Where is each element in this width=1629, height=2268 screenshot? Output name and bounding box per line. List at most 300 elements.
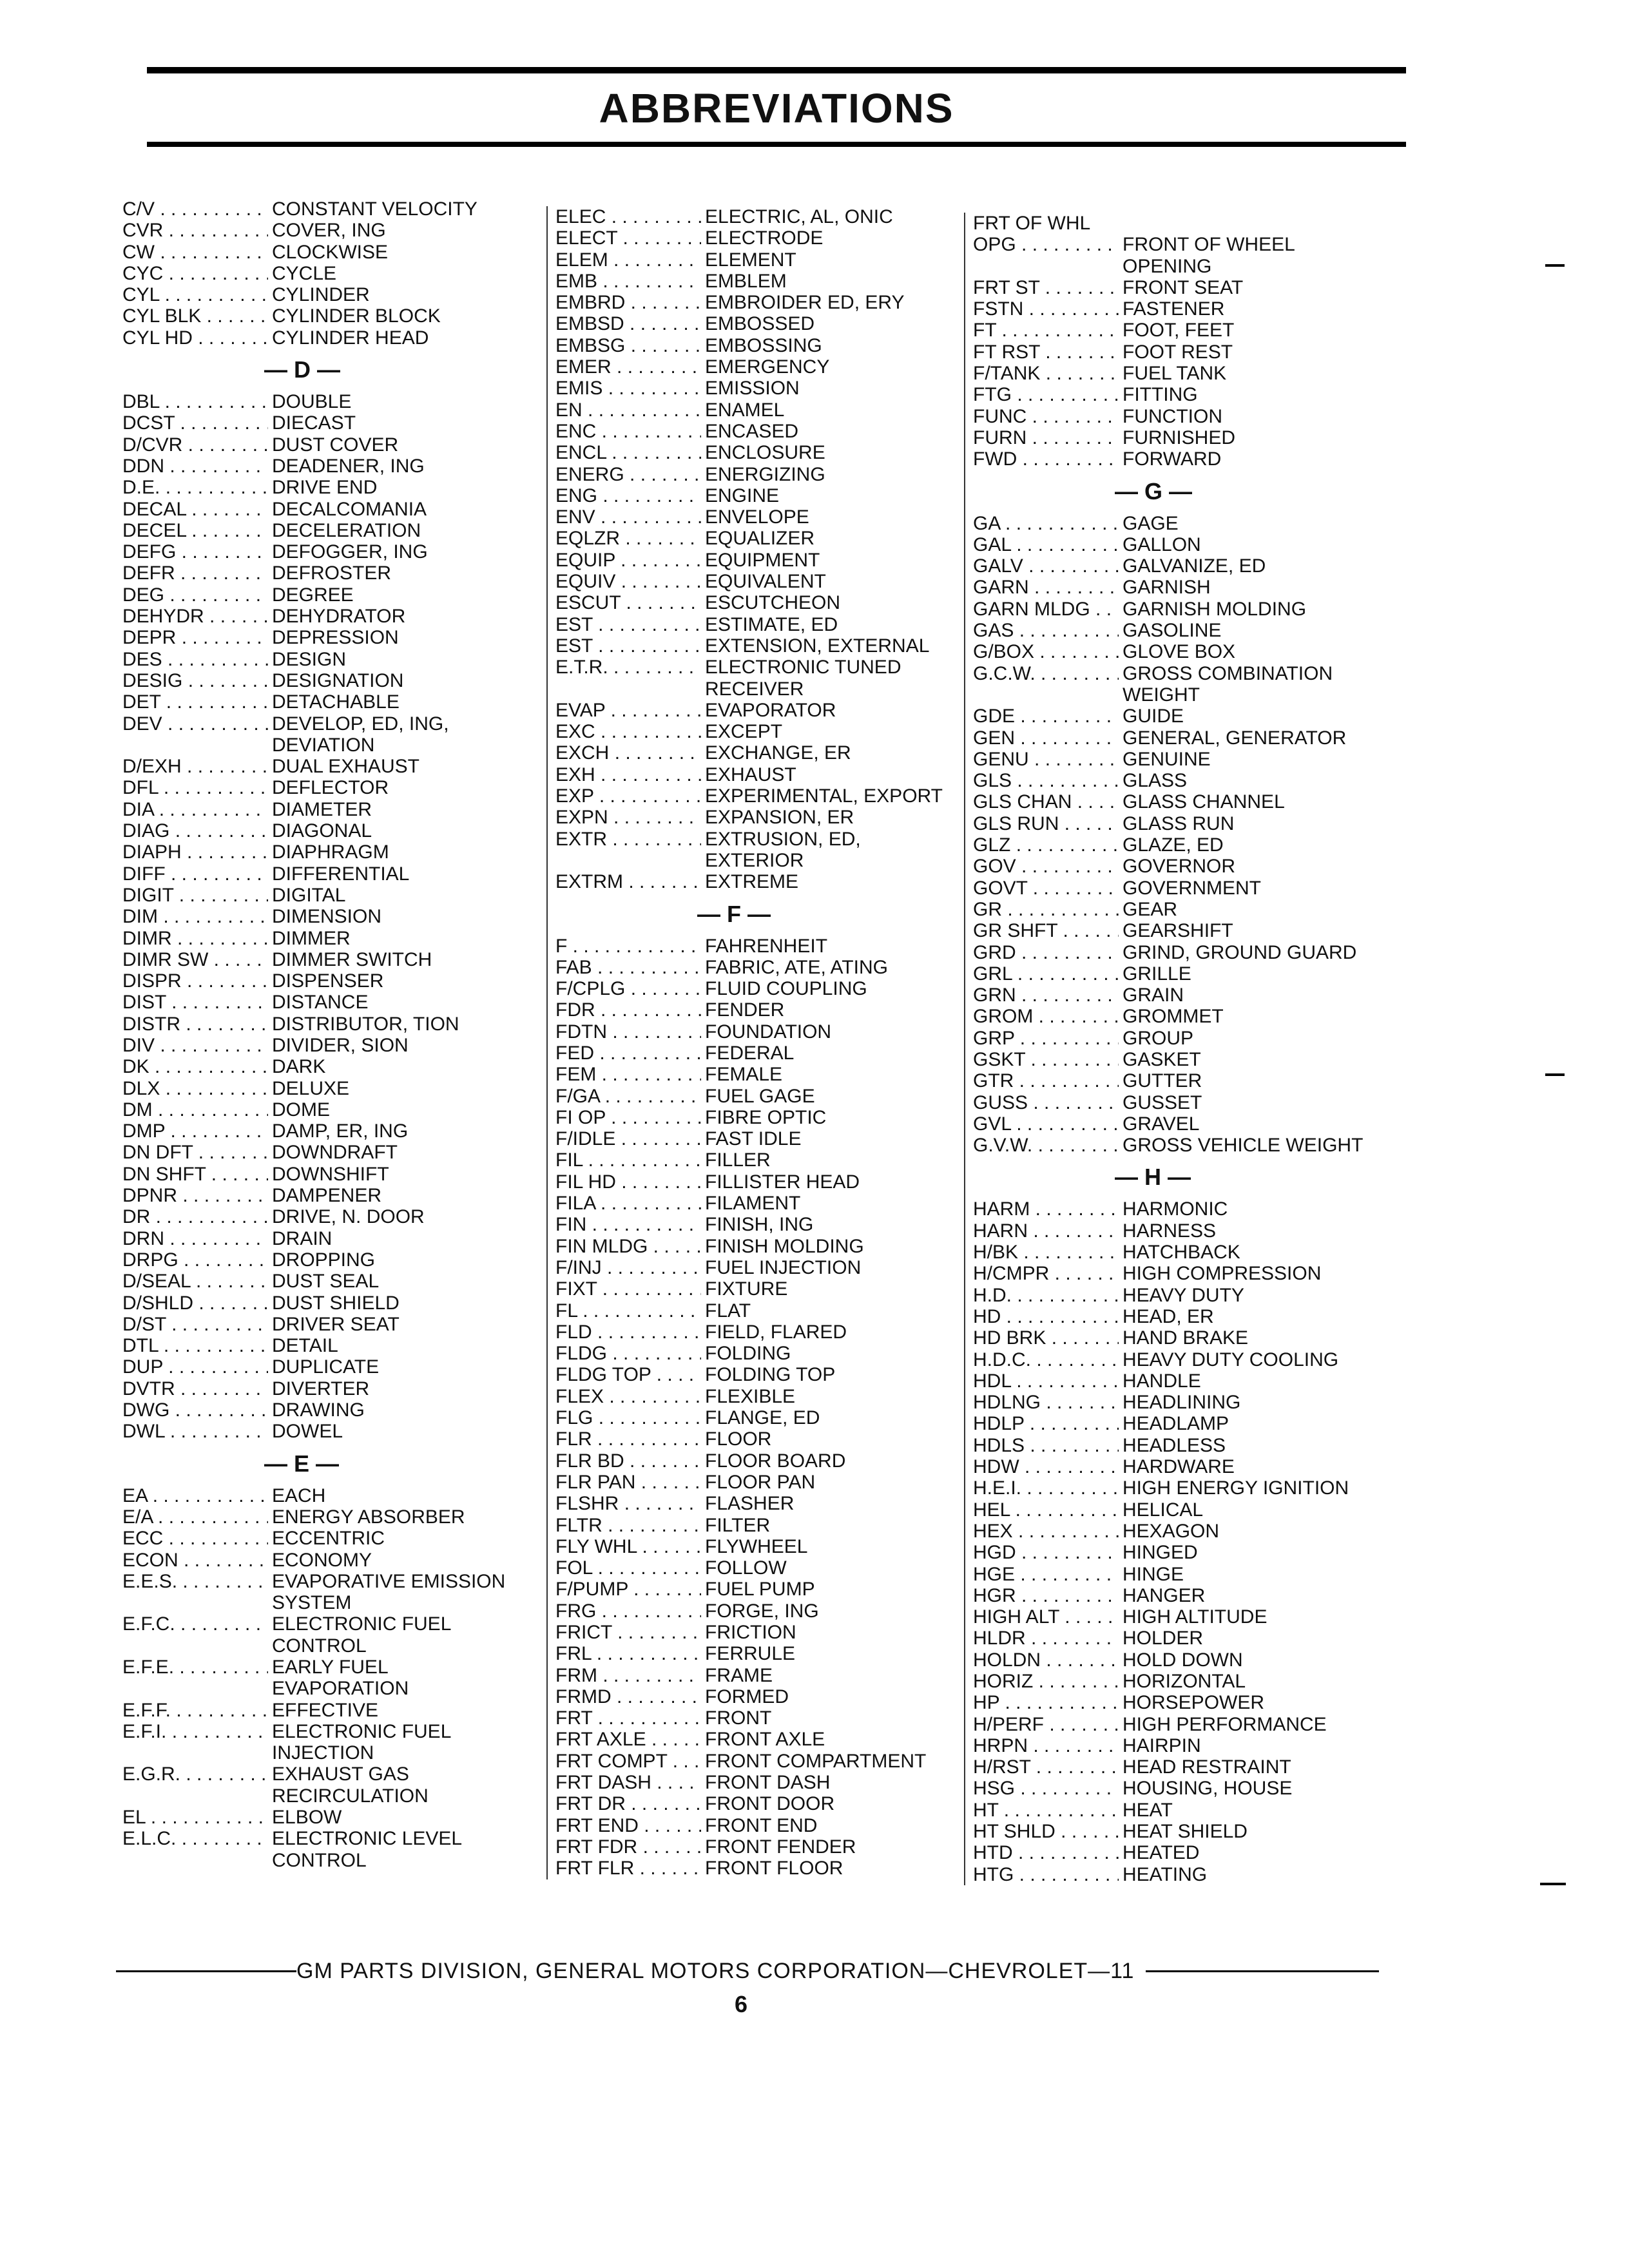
abbreviation-meaning: DRAIN (272, 1227, 333, 1249)
abbreviation-meaning: ENERGIZING (705, 463, 825, 485)
abbreviation: GRP . . . (973, 1028, 1119, 1049)
abbreviation: FRMD . . . (555, 1686, 701, 1707)
abbreviation-entry (555, 657, 955, 678)
meaning-continuation: RECIRCULATION (272, 1785, 429, 1807)
abbreviation: GROM . . . (973, 1006, 1119, 1027)
abbreviation-meaning: FRONT AXLE (705, 1729, 825, 1751)
abbreviation-meaning: FOLDING TOP (705, 1364, 836, 1386)
abbreviation-meaning: DIGITAL (272, 884, 346, 906)
abbreviation-entry (122, 756, 535, 777)
abbreviation-entry (122, 1571, 535, 1592)
abbreviation-meaning: FRONT (705, 1707, 772, 1729)
abbreviation: EXTRM . . . (555, 871, 701, 892)
abbreviation-meaning: HIGH ENERGY IGNITION (1123, 1477, 1349, 1499)
abbreviation-meaning: DIMMER SWITCH (272, 948, 432, 970)
section-header: — H — (1115, 1164, 1191, 1191)
abbreviation-meaning: HELICAL (1123, 1499, 1204, 1521)
abbreviation: FLR PAN . . . (555, 1472, 701, 1493)
abbreviation: HEL . . . (973, 1499, 1119, 1521)
abbreviation-entry (555, 335, 955, 356)
abbreviation-meaning: FERRULE (705, 1643, 796, 1665)
abbreviation: E.G.R. . . . (122, 1763, 268, 1785)
abbreviation-meaning: DIECAST (272, 412, 356, 434)
abbreviation-meaning: DIAPHRAGM (272, 841, 389, 863)
abbreviation-entry (122, 1335, 535, 1356)
abbreviation-entry (973, 1821, 1398, 1842)
abbreviation: CYL . . . (122, 284, 268, 305)
abbreviation-meaning: ELBOW (272, 1807, 342, 1829)
abbreviation-meaning: GROSS COMBINATION (1123, 662, 1333, 684)
abbreviation-meaning: COVER, ING (272, 220, 386, 242)
abbreviation-meaning: DIFFERENTIAL (272, 863, 410, 885)
abbreviation-entry (973, 1028, 1398, 1049)
abbreviation: GLS . . . (973, 770, 1119, 791)
abbreviation-entry (973, 1049, 1398, 1070)
abbreviation: EXTR . . . (555, 829, 701, 850)
abbreviation: GAS . . . (973, 620, 1119, 641)
abbreviation: EA . . . (122, 1485, 268, 1506)
abbreviation: DWL . . . (122, 1421, 268, 1442)
abbreviation-entry (122, 520, 535, 541)
abbreviation: D/ST . . . (122, 1314, 268, 1335)
abbreviation: EMBSD . . . (555, 313, 701, 334)
abbreviation-meaning: DOWEL (272, 1421, 343, 1443)
abbreviation: DUP . . . (122, 1356, 268, 1378)
abbreviation-entry (122, 1485, 535, 1506)
abbreviation-meaning: HORSEPOWER (1123, 1692, 1265, 1714)
abbreviation-meaning: CLOCKWISE (272, 241, 389, 263)
abbreviation-meaning: GRAVEL (1123, 1113, 1200, 1135)
abbreviation-meaning: EXTREME (705, 871, 799, 893)
abbreviation-meaning: DRIVER SEAT (272, 1313, 400, 1335)
abbreviation-meaning: CYCLE (272, 262, 337, 284)
abbreviation-entry (122, 1206, 535, 1227)
abbreviation-meaning: FILLISTER HEAD (705, 1171, 860, 1193)
abbreviation-entry (122, 1078, 535, 1099)
abbreviation-entry (555, 1386, 955, 1407)
abbreviation: DET . . . (122, 691, 268, 713)
abbreviation-entry (973, 1778, 1398, 1799)
abbreviation-meaning: FRONT FLOOR (705, 1858, 843, 1879)
abbreviation: FT . . . (973, 320, 1119, 341)
abbreviation-meaning: HIGH PERFORMANCE (1123, 1713, 1327, 1735)
abbreviation: DVTR . . . (122, 1378, 268, 1399)
abbreviation-entry (555, 1836, 955, 1858)
abbreviation-meaning: FRONT OF WHEEL (1123, 234, 1295, 256)
abbreviation-meaning: DRAWING (272, 1399, 365, 1421)
abbreviation: EXCH . . . (555, 742, 701, 764)
abbreviation-meaning: HANDLE (1123, 1370, 1201, 1392)
abbreviation: FT RST . . . (973, 341, 1119, 363)
abbreviation-meaning: GAGE (1123, 512, 1179, 534)
abbreviation-entry (122, 799, 535, 820)
abbreviation-entry (555, 871, 955, 892)
abbreviation-meaning: HARNESS (1123, 1220, 1217, 1242)
abbreviation-meaning: HIGH ALTITUDE (1123, 1606, 1268, 1628)
abbreviation: GOVT . . . (973, 878, 1119, 899)
abbreviation-entry (973, 834, 1398, 856)
abbreviation-meaning: EQUIVALENT (705, 571, 826, 593)
abbreviation: FLDG . . . (555, 1343, 701, 1364)
abbreviation-entry (122, 263, 535, 284)
abbreviations-column-2 (546, 206, 955, 1879)
margin-tick-mark (1540, 1883, 1566, 1885)
abbreviation: FOL . . . (555, 1557, 701, 1579)
abbreviation-entry (973, 641, 1398, 662)
abbreviation: ECON . . . (122, 1550, 268, 1571)
abbreviation-entry (122, 242, 535, 263)
abbreviation: HDLNG . . . (973, 1392, 1119, 1413)
abbreviation-entry (122, 1228, 535, 1249)
abbreviation-meaning: FOUNDATION (705, 1021, 832, 1043)
abbreviation-meaning: EMBROIDER ED, ERY (705, 292, 905, 314)
abbreviation: GAL . . . (973, 534, 1119, 555)
abbreviation-meaning: FRONT DASH (705, 1772, 831, 1794)
abbreviation: D.E. . . . (122, 477, 268, 498)
abbreviation-entry (122, 477, 535, 498)
abbreviation: ESCUT . . . (555, 592, 701, 613)
abbreviation: DM . . . (122, 1099, 268, 1120)
abbreviation-meaning: GLASS RUN (1123, 812, 1235, 834)
title-underline-rule (147, 142, 1406, 147)
abbreviation-entry (122, 777, 535, 798)
abbreviation-meaning: DELUXE (272, 1077, 350, 1099)
abbreviation: HD . . . (973, 1306, 1119, 1327)
abbreviation-meaning: ECCENTRIC (272, 1528, 385, 1550)
abbreviation-meaning: FIBRE OPTIC (705, 1106, 827, 1128)
abbreviation: D/CVR . . . (122, 434, 268, 456)
abbreviation: DIAPH . . . (122, 841, 268, 863)
abbreviation-meaning: DOWNSHIFT (272, 1163, 389, 1185)
abbreviation: CYL HD . . . (122, 327, 268, 349)
abbreviation: DEV . . . (122, 713, 268, 735)
abbreviation-entry (973, 1306, 1398, 1327)
abbreviation: FRT DASH . . . (555, 1772, 701, 1793)
abbreviation-meaning: ENVELOPE (705, 506, 809, 528)
abbreviation-entry (973, 406, 1398, 427)
abbreviation-entry (555, 1236, 955, 1257)
abbreviation-meaning: DEFOGGER, ING (272, 541, 428, 563)
abbreviation-meaning: FIXTURE (705, 1278, 788, 1300)
abbreviation-meaning: DESIGN (272, 648, 347, 670)
abbreviation: DECAL . . . (122, 499, 268, 520)
abbreviation-entry (122, 1249, 535, 1271)
abbreviation-entry (973, 813, 1398, 834)
abbreviation-meaning: ELECTRONIC FUEL (272, 1613, 452, 1635)
abbreviation-meaning: ECONOMY (272, 1549, 372, 1571)
abbreviation: FIN . . . (555, 1214, 701, 1235)
abbreviation-meaning: EACH (272, 1485, 326, 1506)
abbreviation-meaning: GOVERNOR (1123, 856, 1236, 878)
abbreviation-entry (555, 829, 955, 850)
abbreviation: ENCL . . . (555, 442, 701, 463)
abbreviation: DDN . . . (122, 456, 268, 477)
abbreviation-meaning: DROPPING (272, 1249, 376, 1271)
abbreviation-entry (973, 1800, 1398, 1821)
abbreviation: DPNR . . . (122, 1185, 268, 1206)
abbreviation: DIAG . . . (122, 820, 268, 841)
abbreviation: HORIZ . . . (973, 1671, 1119, 1692)
abbreviation: GEN . . . (973, 727, 1119, 749)
abbreviation-meaning: HEAT (1123, 1799, 1173, 1821)
abbreviation: GENU . . . (973, 749, 1119, 770)
abbreviation-meaning: GUSSET (1123, 1091, 1202, 1113)
abbreviation-meaning: EXCHANGE, ER (705, 742, 851, 764)
abbreviation-meaning: DECELERATION (272, 519, 421, 541)
abbreviation-meaning: DIAMETER (272, 798, 372, 820)
abbreviation: DECEL . . . (122, 520, 268, 541)
abbreviation-meaning: FLAT (705, 1300, 751, 1321)
abbreviation-entry (555, 1579, 955, 1600)
abbreviation: FDR . . . (555, 999, 701, 1021)
meaning-continuation: EVAPORATION (272, 1678, 409, 1700)
abbreviation-entry (555, 614, 955, 635)
top-rule (147, 67, 1406, 73)
abbreviation-meaning: EQUALIZER (705, 528, 815, 550)
abbreviation-entry (973, 749, 1398, 770)
abbreviation: DEFG . . . (122, 541, 268, 562)
abbreviation: ELEC . . . (555, 206, 701, 227)
abbreviation-entry (973, 234, 1398, 255)
abbreviation: HOLDN . . . (973, 1649, 1119, 1671)
abbreviation-entry (555, 1622, 955, 1643)
abbreviation-meaning: DUST SEAL (272, 1271, 380, 1293)
abbreviation: FLG . . . (555, 1407, 701, 1428)
abbreviation-entry (122, 863, 535, 885)
abbreviation-meaning: EMBLEM (705, 270, 787, 292)
abbreviation-meaning: FLOOR (705, 1428, 772, 1450)
abbreviation-meaning: FUEL GAGE (705, 1085, 815, 1107)
abbreviation-meaning: GUIDE (1123, 706, 1184, 727)
abbreviation: DIMR SW . . . (122, 949, 268, 970)
abbreviation-entry (973, 706, 1398, 727)
page-title: ABBREVIATIONS (599, 85, 954, 131)
abbreviation: DK . . . (122, 1056, 268, 1077)
abbreviation-entry (555, 1300, 955, 1321)
abbreviation-entry (555, 399, 955, 421)
abbreviation-meaning: DRIVE, N. DOOR (272, 1206, 425, 1228)
abbreviation-entry (973, 920, 1398, 941)
abbreviation-meaning: FAHRENHEIT (705, 935, 828, 957)
abbreviation: HDL . . . (973, 1370, 1119, 1392)
abbreviation: HGR . . . (973, 1585, 1119, 1606)
abbreviation-entry (555, 1107, 955, 1128)
abbreviation: FAB . . . (555, 957, 701, 978)
abbreviation: E/A . . . (122, 1506, 268, 1528)
abbreviation: HIGH ALT . . . (973, 1606, 1119, 1628)
abbreviation-meaning: DAMP, ER, ING (272, 1120, 409, 1142)
abbreviation-meaning: HATCHBACK (1123, 1242, 1240, 1264)
abbreviation-meaning: FRONT END (705, 1814, 818, 1836)
abbreviation-meaning: DUAL EXHAUST (272, 756, 419, 778)
abbreviation: F . . . (555, 936, 701, 957)
abbreviation: DIMR . . . (122, 928, 268, 949)
abbreviation-meaning: FILTER (705, 1514, 771, 1536)
abbreviation-entry (555, 742, 955, 764)
abbreviation-meaning: FLOOR PAN (705, 1471, 816, 1493)
abbreviation-meaning: GUTTER (1123, 1070, 1202, 1092)
meaning-continuation: CONTROL (272, 1635, 367, 1657)
abbreviation: E.L.C. . . . (122, 1828, 268, 1849)
abbreviation: H/BK . . . (973, 1242, 1119, 1263)
abbreviation-meaning: FRONT DOOR (705, 1793, 835, 1815)
abbreviation-entry (122, 1763, 535, 1785)
abbreviation-meaning: HEADLESS (1123, 1434, 1226, 1456)
abbreviation: CW . . . (122, 242, 268, 263)
abbreviation-entry (973, 985, 1398, 1006)
abbreviation-meaning: ENCASED (705, 420, 799, 442)
abbreviation-entry (555, 1343, 955, 1364)
abbreviation-entry (555, 1064, 955, 1085)
abbreviation-entry (122, 1550, 535, 1571)
abbreviation-entry (122, 670, 535, 691)
abbreviation-meaning: DEADENER, ING (272, 455, 425, 477)
abbreviation-meaning: ENERGY ABSORBER (272, 1506, 465, 1528)
abbreviation-entry (122, 499, 535, 520)
abbreviation-entry (122, 841, 535, 863)
abbreviation-entry (555, 485, 955, 506)
abbreviation: FL . . . (555, 1300, 701, 1321)
abbreviation: FRICT . . . (555, 1622, 701, 1643)
abbreviation-entry (973, 1413, 1398, 1434)
abbreviation-meaning: DESIGNATION (272, 669, 404, 691)
abbreviation-meaning: GASKET (1123, 1048, 1201, 1070)
abbreviation-meaning: FASTENER (1123, 298, 1225, 320)
abbreviation-meaning: HEAD RESTRAINT (1123, 1756, 1291, 1778)
abbreviation: HARM . . . (973, 1198, 1119, 1220)
abbreviation: HGE . . . (973, 1564, 1119, 1585)
abbreviation-meaning: GOVERNMENT (1123, 877, 1262, 899)
abbreviation-meaning: FRAME (705, 1664, 773, 1686)
abbreviation-entry (122, 906, 535, 927)
abbreviation-entry (555, 249, 955, 271)
abbreviation: D/SEAL . . . (122, 1271, 268, 1292)
abbreviation-entry (973, 341, 1398, 363)
abbreviation-meaning: FRONT COMPARTMENT (705, 1750, 927, 1772)
abbreviation-entry (973, 1370, 1398, 1392)
abbreviation-meaning: FEMALE (705, 1064, 783, 1086)
abbreviation: FSTN . . . (973, 298, 1119, 320)
abbreviation: EL . . . (122, 1807, 268, 1828)
abbreviation-meaning: EQUIPMENT (705, 549, 820, 571)
abbreviation-meaning: GARNISH (1123, 577, 1211, 599)
abbreviation-entry (973, 1649, 1398, 1671)
abbreviation-entry (122, 606, 535, 627)
meaning-continuation: CONTROL (272, 1849, 367, 1871)
abbreviation-entry (973, 577, 1398, 598)
footer-rule-left (116, 1970, 296, 1972)
abbreviation: E.E.S. . . . (122, 1571, 268, 1592)
abbreviation: DESIG . . . (122, 670, 268, 691)
abbreviation-meaning: HARMONIC (1123, 1198, 1228, 1220)
abbreviation: EMBSG . . . (555, 335, 701, 356)
abbreviation-meaning: FORGE, ING (705, 1600, 819, 1622)
abbreviation-entry (555, 1171, 955, 1193)
abbreviation-entry (555, 1149, 955, 1171)
abbreviation-entry (555, 1686, 955, 1707)
abbreviation-entry (555, 1364, 955, 1385)
abbreviation-entry (973, 1692, 1398, 1713)
meaning-continuation: INJECTION (272, 1742, 374, 1764)
abbreviation-entry (973, 1220, 1398, 1242)
abbreviation-entry (122, 1528, 535, 1549)
abbreviation-meaning: EMBOSSED (705, 313, 815, 335)
abbreviation-meaning: FOLDING (705, 1343, 791, 1365)
abbreviation-meaning: FABRIC, ATE, ATING (705, 956, 888, 978)
abbreviation-entry (973, 878, 1398, 899)
abbreviation-meaning: GRILLE (1123, 963, 1191, 985)
abbreviation-entry (555, 635, 955, 657)
abbreviation: FRT END . . . (555, 1815, 701, 1836)
abbreviation-entry (973, 1864, 1398, 1885)
abbreviation: DWG . . . (122, 1399, 268, 1421)
abbreviation-entry (555, 356, 955, 378)
abbreviation: EQUIP . . . (555, 550, 701, 571)
abbreviation-meaning: DEFROSTER (272, 562, 392, 584)
abbreviation-meaning: DEPRESSION (272, 627, 399, 649)
margin-tick-mark (1545, 1073, 1565, 1076)
abbreviation-meaning: EXPANSION, ER (705, 807, 854, 829)
abbreviation: G/BOX . . . (973, 641, 1119, 662)
abbreviation-entry (555, 378, 955, 399)
abbreviation-meaning: FLYWHEEL (705, 1535, 808, 1557)
abbreviation-entry (555, 1707, 955, 1729)
abbreviation: DES . . . (122, 649, 268, 670)
abbreviation: E.T.R. . . . (555, 657, 701, 678)
abbreviation-meaning: GEARSHIFT (1123, 920, 1233, 942)
abbreviation-entry (122, 970, 535, 992)
abbreviation-entry (122, 1314, 535, 1335)
abbreviation: EXPN . . . (555, 807, 701, 828)
abbreviation: FRL . . . (555, 1643, 701, 1664)
abbreviation-meaning: GLASS CHANNEL (1123, 791, 1285, 813)
abbreviation-meaning: EXPERIMENTAL, EXPORT (705, 785, 943, 807)
abbreviation: EMIS . . . (555, 378, 701, 399)
abbreviation: DIV . . . (122, 1035, 268, 1056)
abbreviation: FURN . . . (973, 427, 1119, 448)
abbreviation-entry (973, 1242, 1398, 1263)
abbreviations-column-1 (122, 198, 535, 1871)
abbreviation-meaning: FINISH MOLDING (705, 1235, 864, 1257)
abbreviation-meaning: DISTANCE (272, 992, 369, 1014)
abbreviation-meaning: CYLINDER BLOCK (272, 305, 441, 327)
section-header: — F — (697, 900, 771, 927)
abbreviation: HT . . . (973, 1800, 1119, 1821)
abbreviation-entry (555, 785, 955, 807)
abbreviation: DISTR . . . (122, 1014, 268, 1035)
abbreviation-entry (122, 627, 535, 648)
abbreviation-entry (973, 1435, 1398, 1456)
abbreviation-entry (555, 807, 955, 828)
abbreviation-entry (555, 592, 955, 613)
abbreviation: GR SHFT . . . (973, 920, 1119, 941)
abbreviation: DIA . . . (122, 799, 268, 820)
abbreviation-entry (555, 1729, 955, 1750)
abbreviation-entry (973, 620, 1398, 641)
abbreviation-entry (122, 412, 535, 434)
abbreviation: DISPR . . . (122, 970, 268, 992)
abbreviation-entry (122, 1657, 535, 1678)
abbreviation: EST . . . (555, 635, 701, 657)
abbreviation-meaning: DUPLICATE (272, 1356, 380, 1378)
meaning-continuation: DEVIATION (272, 734, 375, 756)
abbreviation-meaning: HEATING (1123, 1863, 1208, 1885)
abbreviation-meaning: ELEMENT (705, 249, 796, 271)
margin-tick-mark (1545, 264, 1565, 267)
abbreviation-entry (973, 1542, 1398, 1563)
abbreviation-entry (555, 1193, 955, 1214)
abbreviation: EMBRD . . . (555, 292, 701, 313)
